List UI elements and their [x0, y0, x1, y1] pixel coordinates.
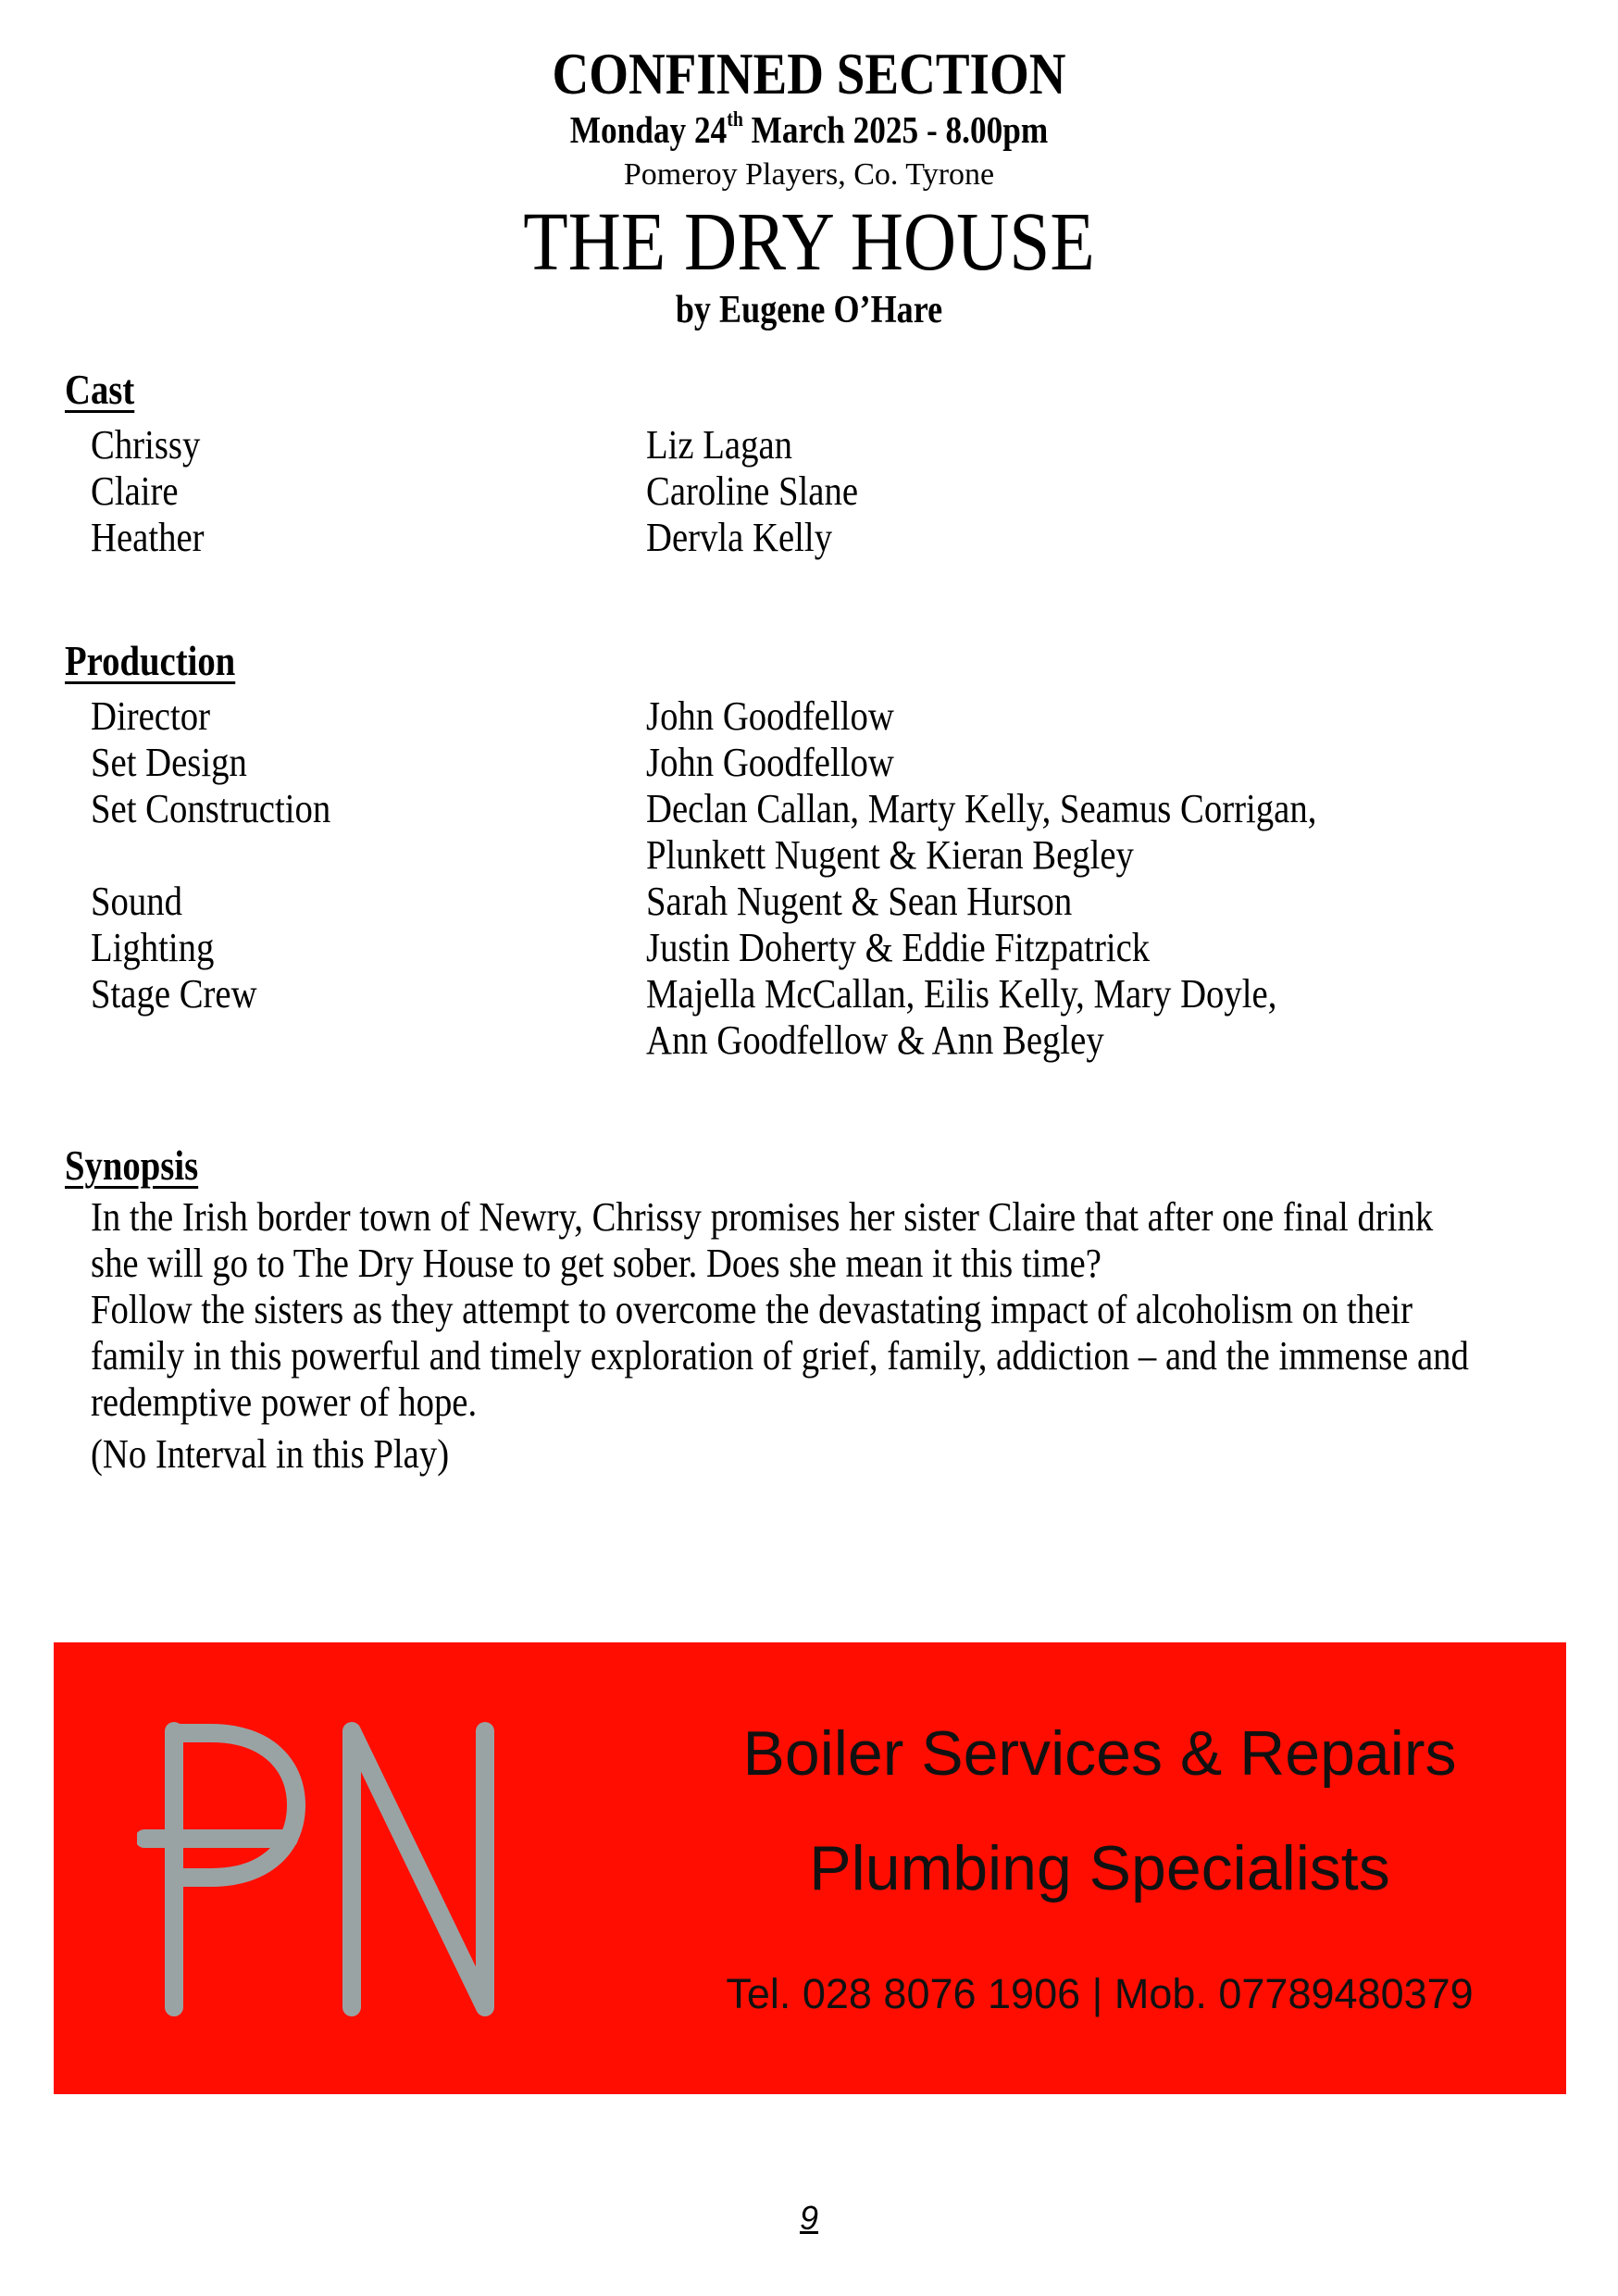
credit-role: Set Design: [91, 740, 247, 785]
credit-name: Ann Goodfellow & Ann Begley: [646, 1017, 1104, 1063]
credit-role: Set Construction: [91, 786, 331, 831]
credit-role: Lighting: [91, 925, 215, 970]
page-number: 9: [799, 2199, 819, 2237]
play-title: THE DRY HOUSE: [523, 196, 1095, 288]
credit-row: [0, 786, 1618, 832]
date-prefix: Monday 24: [569, 108, 728, 151]
credit-role: Director: [91, 693, 211, 739]
date-ordinal: th: [727, 107, 743, 131]
credit-name: Majella McCallan, Eilis Kelly, Mary Doyle,: [646, 971, 1277, 1017]
plumbing-advert: [54, 1642, 1566, 2094]
synopsis-heading: Synopsis: [65, 1142, 199, 1189]
programme-header: [0, 42, 1618, 332]
credit-role: Stage Crew: [91, 971, 257, 1017]
cast-row: [0, 422, 1618, 468]
cast-actor: Liz Lagan: [646, 422, 793, 468]
cast-row: [0, 515, 1618, 561]
synopsis-paragraph: Follow the sisters as they attempt to overcome the devastating impact of alcoholism on their family in this powerful and timely exploration of grief, family, addiction – and the immense and redemptive power of hope.: [91, 1287, 1469, 1425]
advert-specialist-line: Plumbing Specialists: [809, 1833, 1390, 1903]
credit-row: [0, 740, 1618, 786]
cast-role: Chrissy: [91, 422, 201, 468]
cast-actor: Caroline Slane: [646, 468, 859, 514]
synopsis-body: [91, 1194, 1484, 1478]
production-heading: Production: [65, 638, 236, 684]
cast-actor: Dervla Kelly: [646, 515, 833, 560]
credit-row: [0, 971, 1618, 1017]
cast-row: [0, 468, 1618, 515]
credit-name: John Goodfellow: [646, 693, 894, 739]
section-title: CONFINED SECTION: [552, 41, 1066, 106]
interval-note: (No Interval in this Play): [91, 1431, 450, 1477]
date-rest: March 2025 - 8.00pm: [742, 108, 1049, 151]
credit-name: John Goodfellow: [646, 740, 894, 785]
cast-role: Claire: [91, 468, 179, 514]
credit-row-continued: [0, 1017, 1618, 1064]
performance-date: [113, 106, 1504, 153]
credit-role: Sound: [91, 879, 182, 924]
credit-name: Plunkett Nugent & Kieran Begley: [646, 832, 1134, 878]
credit-row: [0, 693, 1618, 740]
credit-row: [0, 879, 1618, 925]
credit-name: Justin Doherty & Eddie Fitzpatrick: [646, 925, 1151, 970]
play-author: by Eugene O’Hare: [675, 289, 943, 331]
synopsis-paragraph: In the Irish border town of Newry, Chrissy promises her sister Claire that after one final drink she will go to The Dry House to get sober. Does she mean it this time?: [91, 1194, 1434, 1286]
cast-role: Heather: [91, 515, 205, 560]
cast-heading: Cast: [65, 367, 135, 413]
credit-name: Sarah Nugent & Sean Hurson: [646, 879, 1073, 924]
advert-service-line: Boiler Services & Repairs: [742, 1718, 1457, 1789]
advert-phone: Tel. 028 8076 1906 | Mob. 07789480379: [726, 1970, 1474, 2017]
pn-logo: [137, 1720, 507, 2026]
company-name: Pomeroy Players, Co. Tyrone: [623, 157, 995, 192]
credit-row-continued: [0, 832, 1618, 879]
credit-row: [0, 925, 1618, 971]
credit-name: Declan Callan, Marty Kelly, Seamus Corrigan,: [646, 786, 1317, 831]
